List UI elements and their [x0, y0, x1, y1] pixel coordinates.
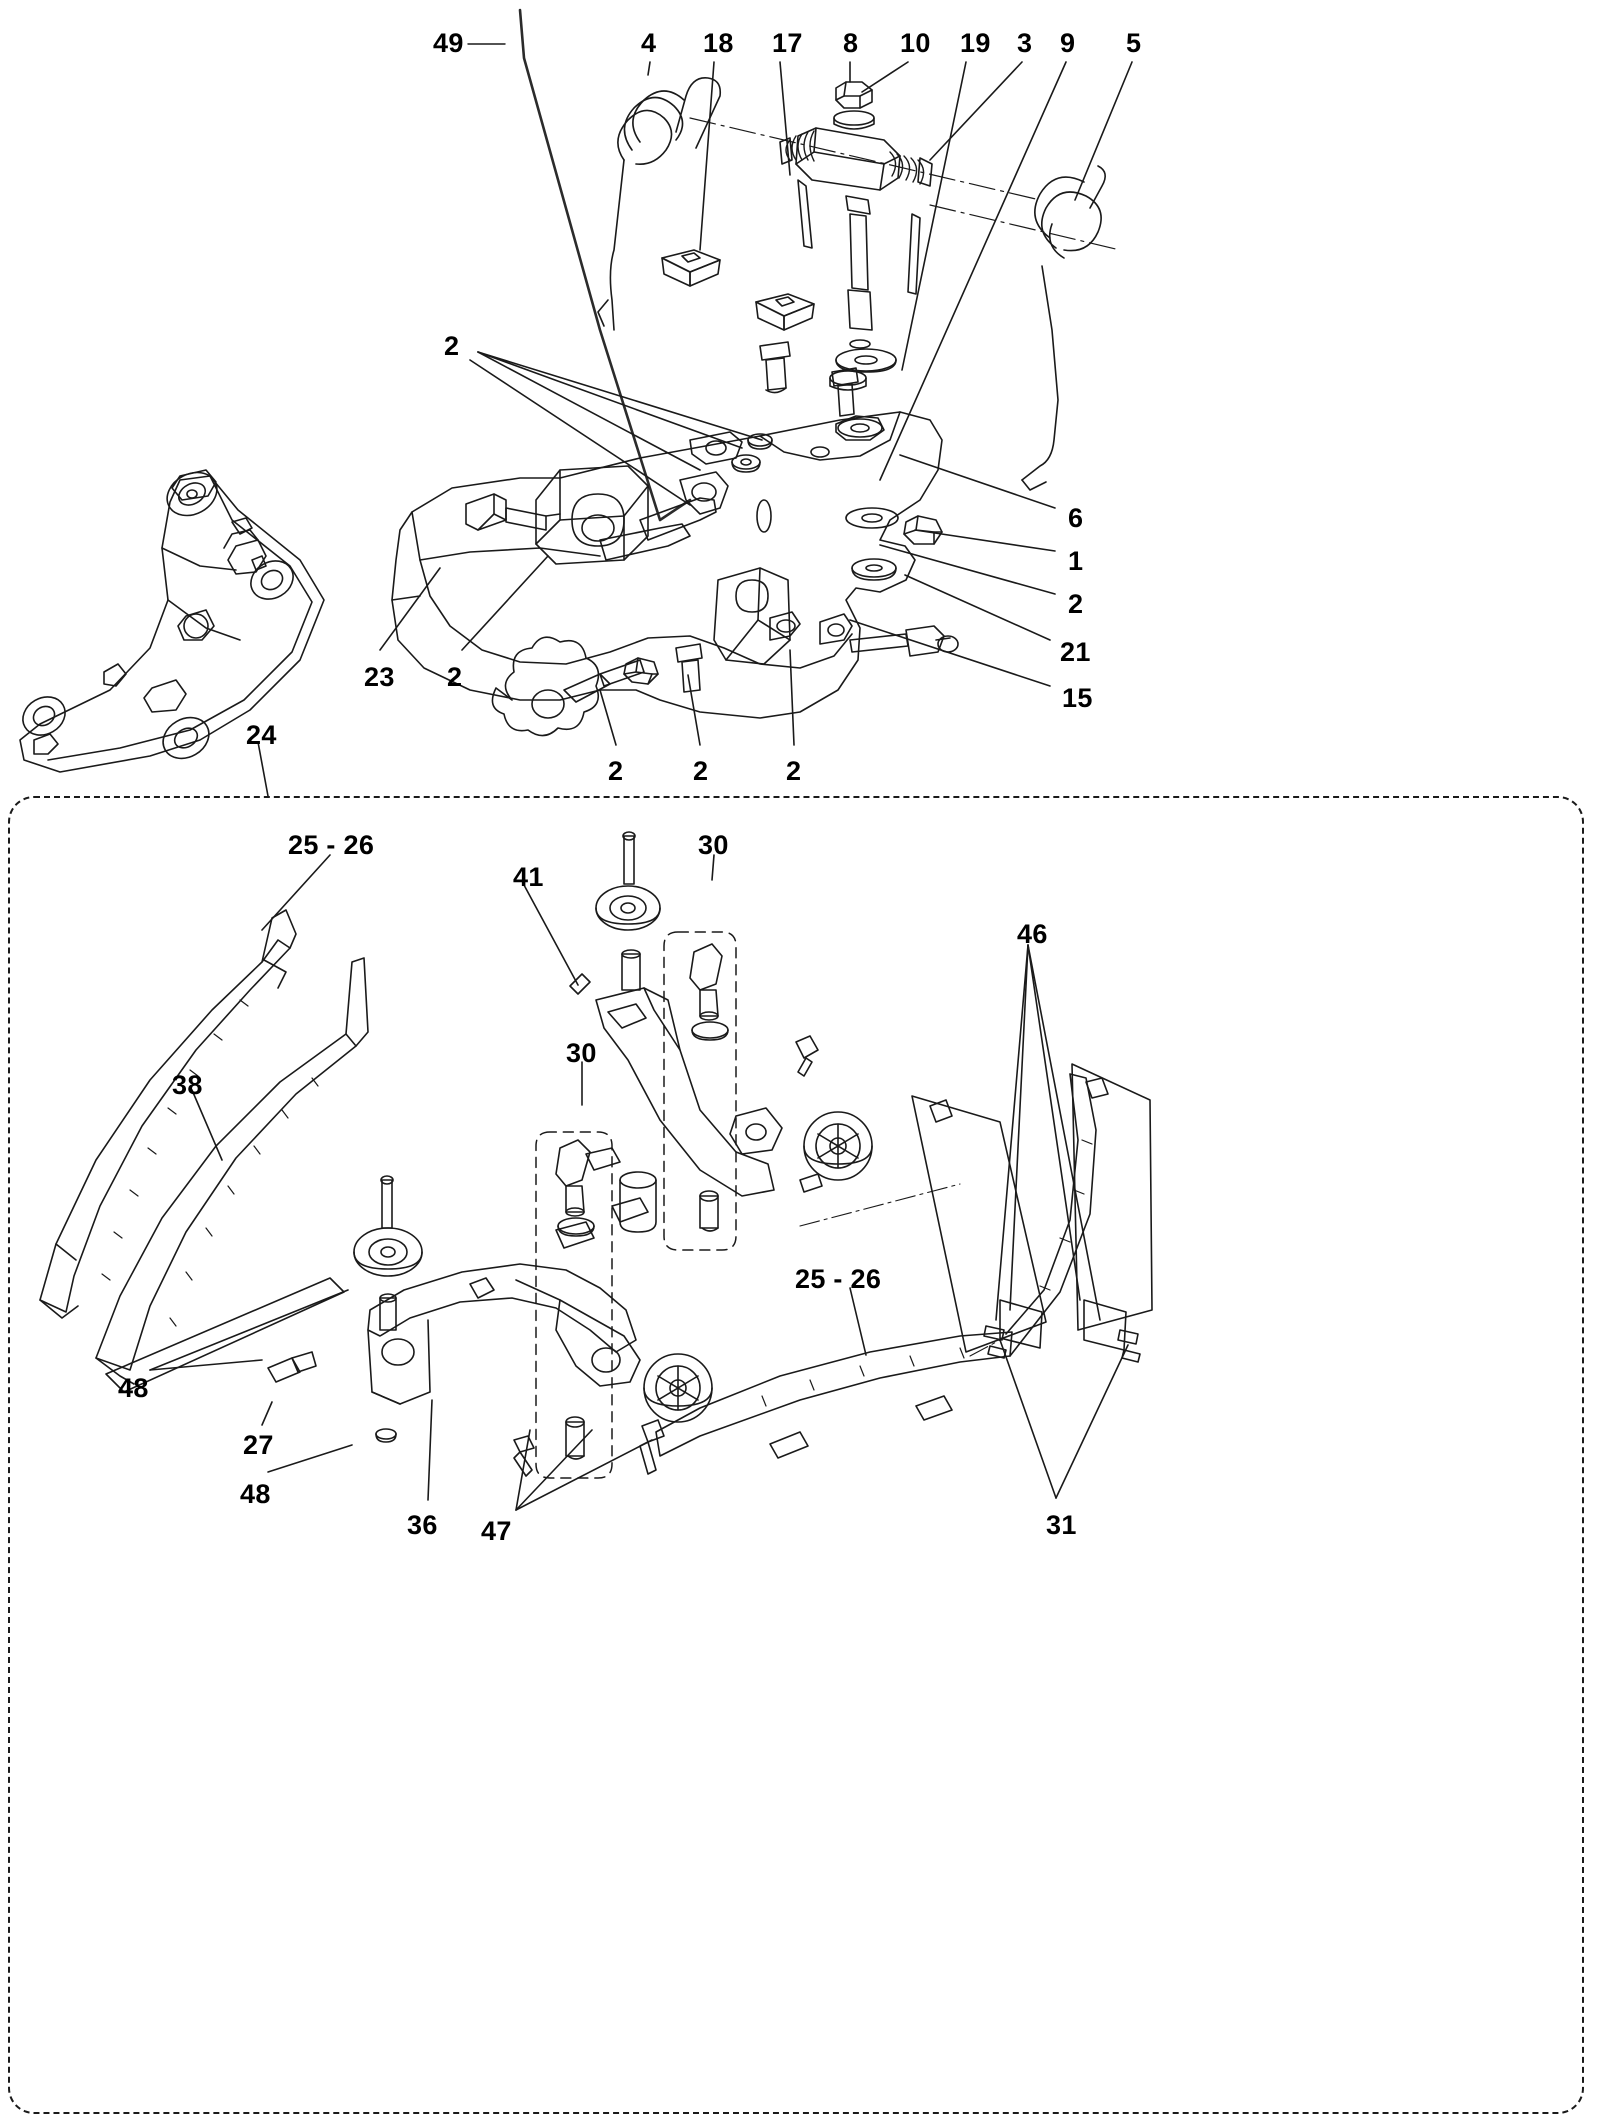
callout-23: 23 — [364, 662, 395, 692]
callout-2-bottom-c: 2 — [786, 756, 802, 786]
callout-10: 10 — [900, 28, 931, 58]
callout-25-26-right: 25 - 26 — [795, 1264, 882, 1294]
callout-24: 24 — [246, 720, 277, 750]
callout-2-bottom-b: 2 — [693, 756, 709, 786]
callout-36: 36 — [407, 1510, 438, 1540]
callout-48-upper: 48 — [118, 1373, 149, 1403]
callout-1: 1 — [1068, 546, 1084, 576]
callout-9: 9 — [1060, 28, 1076, 58]
callout-4: 4 — [641, 28, 657, 58]
callout-41: 41 — [513, 862, 544, 892]
callout-31: 31 — [1046, 1510, 1077, 1540]
callout-5: 5 — [1126, 28, 1142, 58]
callout-30-upper: 30 — [698, 830, 729, 860]
callout-2-upper-left: 2 — [444, 331, 460, 361]
callout-6: 6 — [1068, 503, 1084, 533]
callout-2-lower-left: 2 — [447, 662, 463, 692]
callout-38: 38 — [172, 1070, 203, 1100]
callout-48-lower: 48 — [240, 1479, 271, 1509]
callout-3: 3 — [1017, 28, 1033, 58]
callout-2-right: 2 — [1068, 589, 1084, 619]
callout-18: 18 — [703, 28, 734, 58]
callout-30-lower: 30 — [566, 1038, 597, 1068]
callout-47: 47 — [481, 1516, 512, 1546]
callout-46: 46 — [1017, 919, 1048, 949]
callout-8: 8 — [843, 28, 859, 58]
callout-49: 49 — [433, 28, 464, 58]
callout-19: 19 — [960, 28, 991, 58]
callout-17: 17 — [772, 28, 803, 58]
callout-25-26-left: 25 - 26 — [288, 830, 375, 860]
callout-15: 15 — [1062, 683, 1093, 713]
callout-27: 27 — [243, 1430, 274, 1460]
callout-2-bottom-a: 2 — [608, 756, 624, 786]
callout-21: 21 — [1060, 637, 1091, 667]
